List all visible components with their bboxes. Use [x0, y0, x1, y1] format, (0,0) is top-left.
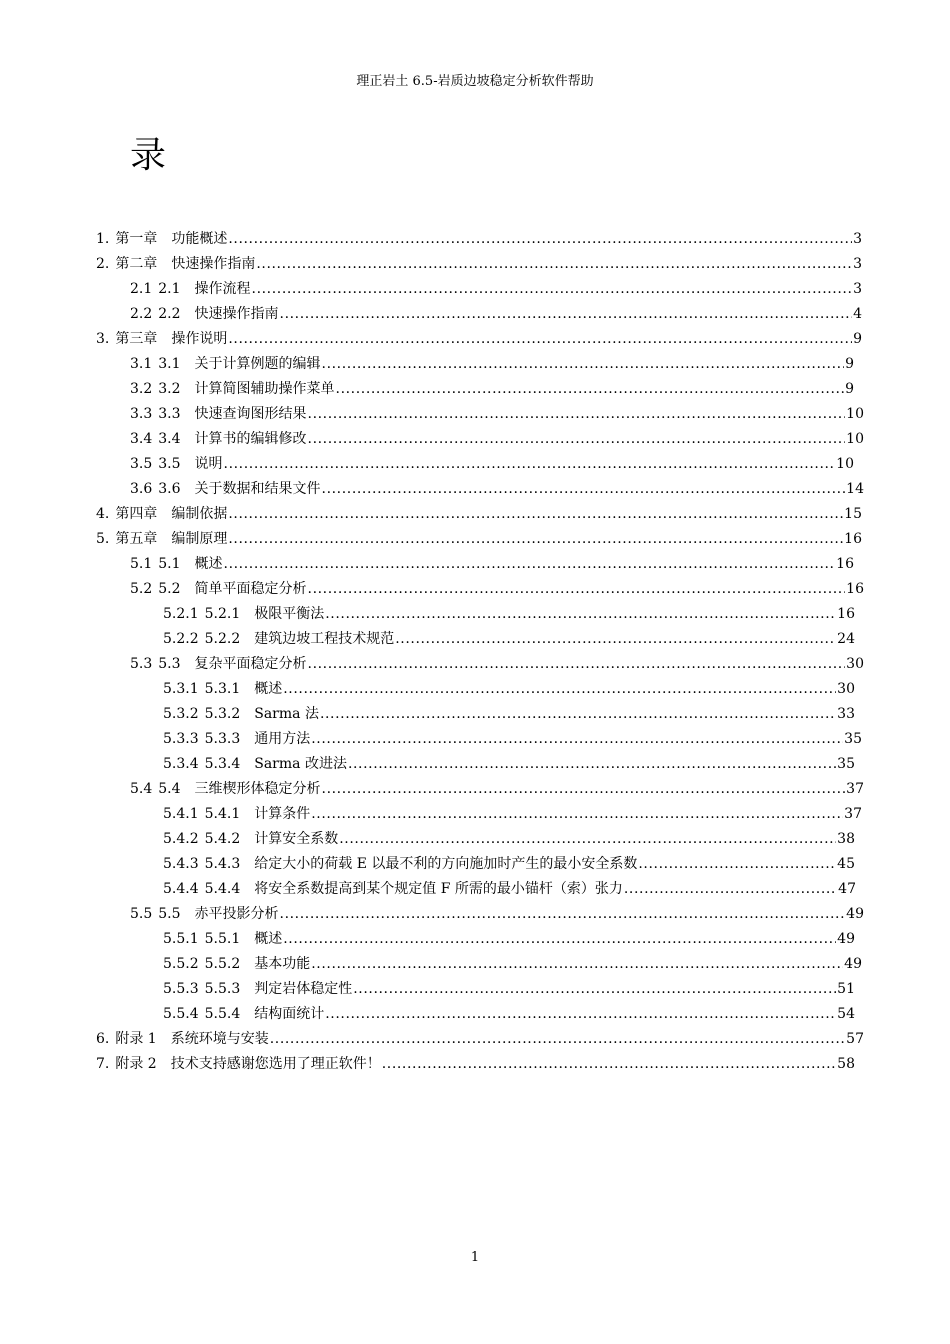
toc-entry-page: 3	[853, 281, 862, 297]
toc-entry-text: 5.4.2 计算安全系数	[204, 831, 339, 847]
toc-entry[interactable]	[163, 753, 855, 775]
toc-leader-dots	[256, 253, 852, 275]
toc-entry-page: 57	[846, 1031, 864, 1047]
toc-leader-dots	[280, 903, 846, 925]
toc-entry-number: 3.2	[130, 381, 153, 397]
toc-entry-text: 附录 1 系统环境与安装	[115, 1031, 269, 1047]
toc-entry[interactable]	[163, 978, 855, 1000]
toc-entry-page: 16	[846, 581, 864, 597]
toc-entry-page: 14	[846, 481, 864, 497]
toc-entry-text: 5.5.4 结构面统计	[204, 1006, 325, 1022]
toc-entry-text: 第一章 功能概述	[115, 231, 228, 247]
toc-entry-page: 3	[853, 256, 862, 272]
toc-entry[interactable]	[163, 728, 862, 750]
toc-entry-number: 5.1	[130, 556, 153, 572]
toc-entry-text: 2.1 操作流程	[158, 281, 251, 297]
toc-entry-page: 10	[846, 406, 864, 422]
toc-entry-page: 30	[837, 681, 855, 697]
toc-entry-page: 16	[837, 606, 855, 622]
toc-entry-text: 5.4.1 计算条件	[204, 806, 311, 822]
toc-entry-page: 38	[837, 831, 855, 847]
toc-entry-number: 6.	[96, 1031, 110, 1047]
toc-entry-page: 33	[837, 706, 855, 722]
toc-entry-page: 35	[844, 731, 862, 747]
toc-entry-page: 30	[846, 656, 864, 672]
toc-leader-dots	[228, 528, 843, 550]
toc-entry-text: 2.2 快速操作指南	[158, 306, 279, 322]
toc-leader-dots	[228, 503, 843, 525]
toc-entry-number: 3.6	[130, 481, 153, 497]
toc-leader-dots	[325, 603, 836, 625]
toc-entry[interactable]	[130, 478, 864, 500]
toc-leader-dots	[322, 778, 846, 800]
toc-entry-text: 3.4 计算书的编辑修改	[158, 431, 307, 447]
toc-leader-dots	[308, 428, 846, 450]
toc-entry-number: 2.1	[130, 281, 153, 297]
toc-leader-dots	[325, 1003, 836, 1025]
toc-entry-number: 5.2.2	[163, 631, 199, 647]
toc-entry-number: 5.4.1	[163, 806, 199, 822]
toc-entry[interactable]	[163, 953, 862, 975]
toc-entry-number: 5.4	[130, 781, 153, 797]
toc-entry-number: 5.5.3	[163, 981, 199, 997]
toc-entry-text: 5.3.4 Sarma 改进法	[204, 756, 347, 772]
toc-entry-number: 1.	[96, 231, 110, 247]
toc-entry-text: 3.6 关于数据和结果文件	[158, 481, 321, 497]
toc-leader-dots	[252, 278, 853, 300]
toc-entry-number: 3.1	[130, 356, 153, 372]
toc-entry-page: 37	[844, 806, 862, 822]
toc-entry-text: 5.4.4 将安全系数提高到某个规定值 F 所需的最小锚杆（索）张力	[204, 881, 623, 897]
toc-entry-number: 7.	[96, 1056, 110, 1072]
toc-entry-number: 5.2	[130, 581, 153, 597]
toc-entry-page: 54	[837, 1006, 855, 1022]
toc-entry[interactable]	[163, 928, 855, 950]
toc-entry-page: 3	[853, 231, 862, 247]
toc-leader-dots	[395, 628, 836, 650]
toc-entry[interactable]	[130, 303, 862, 325]
toc-entry-number: 4.	[96, 506, 110, 522]
toc-leader-dots	[322, 478, 846, 500]
toc-leader-dots	[283, 928, 836, 950]
toc-entry-text: 附录 2 技术支持感谢您选用了理正软件！	[115, 1056, 381, 1072]
toc-entry[interactable]	[130, 778, 864, 800]
toc-entry-text: 第五章 编制原理	[115, 531, 228, 547]
toc-entry-text: 5.5.2 基本功能	[204, 956, 311, 972]
toc-entry-text: 5.4 三维楔形体稳定分析	[158, 781, 321, 797]
toc-leader-dots	[228, 228, 852, 250]
toc-entry-text: 第三章 操作说明	[115, 331, 228, 347]
toc-entry-text: 5.3.3 通用方法	[204, 731, 311, 747]
toc-entry[interactable]	[96, 253, 862, 275]
toc-leader-dots	[228, 328, 852, 350]
toc-entry-number: 5.5	[130, 906, 153, 922]
toc-entry-text: 5.1 概述	[158, 556, 223, 572]
toc-leader-dots	[382, 1053, 836, 1075]
toc-entry[interactable]	[96, 1028, 864, 1050]
toc-entry-page: 35	[837, 756, 855, 772]
toc-entry-page: 4	[853, 306, 862, 322]
toc-entry-text: 3.2 计算简图辅助操作菜单	[158, 381, 335, 397]
toc-entry-number: 3.4	[130, 431, 153, 447]
toc-entry-number: 5.5.4	[163, 1006, 199, 1022]
toc-leader-dots	[353, 978, 836, 1000]
toc-entry-text: 5.2.2 建筑边坡工程技术规范	[204, 631, 395, 647]
toc-entry[interactable]	[130, 903, 864, 925]
toc-entry-text: 第二章 快速操作指南	[115, 256, 256, 272]
toc-leader-dots	[280, 303, 853, 325]
toc-title: 录	[130, 135, 167, 176]
toc-entry-number: 5.4.4	[163, 881, 199, 897]
toc-entry[interactable]	[130, 403, 864, 425]
toc-entry-page: 16	[836, 556, 854, 572]
toc-leader-dots	[224, 453, 836, 475]
toc-leader-dots	[308, 403, 846, 425]
toc-entry[interactable]	[163, 703, 855, 725]
toc-entry-page: 9	[845, 381, 854, 397]
toc-entry[interactable]	[163, 803, 862, 825]
toc-entry[interactable]	[130, 378, 854, 400]
toc-entry-number: 5.3.1	[163, 681, 199, 697]
toc-entry-text: 5.5 赤平投影分析	[158, 906, 279, 922]
toc-entry-page: 47	[838, 881, 856, 897]
toc-leader-dots	[311, 803, 843, 825]
toc-entry-text: 第四章 编制依据	[115, 506, 228, 522]
toc-leader-dots	[320, 703, 836, 725]
toc-entry[interactable]	[163, 603, 855, 625]
toc-entry-number: 2.2	[130, 306, 153, 322]
toc-leader-dots	[308, 578, 846, 600]
toc-entry-page: 49	[846, 906, 864, 922]
toc-entry-page: 37	[846, 781, 864, 797]
toc-entry-text: 5.2.1 极限平衡法	[204, 606, 325, 622]
toc-entry-number: 5.2.1	[163, 606, 199, 622]
toc-leader-dots	[308, 653, 846, 675]
toc-entry-text: 5.2 简单平面稳定分析	[158, 581, 307, 597]
toc-entry[interactable]	[130, 353, 854, 375]
toc-entry[interactable]	[130, 453, 854, 475]
toc-entry[interactable]	[96, 228, 862, 250]
toc-leader-dots	[283, 678, 836, 700]
toc-entry[interactable]	[163, 828, 855, 850]
toc-entry[interactable]	[130, 653, 864, 675]
toc-entry-page: 49	[844, 956, 862, 972]
toc-entry-number: 5.5.1	[163, 931, 199, 947]
toc-leader-dots	[348, 753, 836, 775]
toc-entry-number: 3.	[96, 331, 110, 347]
toc-entry-number: 5.3.2	[163, 706, 199, 722]
toc-entry-page: 51	[837, 981, 855, 997]
toc-entry-page: 45	[837, 856, 855, 872]
toc-entry-text: 5.3.1 概述	[204, 681, 283, 697]
toc-leader-dots	[624, 878, 837, 900]
toc-entry-text: 5.4.3 给定大小的荷载 E 以最不利的方向施加时产生的最小安全系数	[204, 856, 638, 872]
toc-leader-dots	[224, 553, 836, 575]
toc-entry-text: 5.5.1 概述	[204, 931, 283, 947]
toc-entry-text: 3.3 快速查询图形结果	[158, 406, 307, 422]
toc-entry-page: 15	[844, 506, 862, 522]
page-number: 1	[470, 1250, 480, 1265]
toc-entry-page: 9	[845, 356, 854, 372]
toc-entry-number: 5.4.2	[163, 831, 199, 847]
toc-entry[interactable]	[96, 1053, 855, 1075]
toc-entry-page: 58	[837, 1056, 855, 1072]
toc-entry[interactable]	[163, 1003, 855, 1025]
toc-entry-page: 9	[853, 331, 862, 347]
toc-entry[interactable]	[130, 278, 862, 300]
toc-entry[interactable]	[130, 553, 854, 575]
toc-entry[interactable]	[96, 503, 862, 525]
toc-entry-number: 5.5.2	[163, 956, 199, 972]
toc-entry[interactable]	[96, 528, 862, 550]
toc-entry-text: 5.5.3 判定岩体稳定性	[204, 981, 353, 997]
toc-leader-dots	[322, 353, 845, 375]
toc-entry-text: 5.3.2 Sarma 法	[204, 706, 319, 722]
toc-leader-dots	[270, 1028, 845, 1050]
toc-entry[interactable]	[130, 428, 864, 450]
toc-entry-number: 5.3.3	[163, 731, 199, 747]
toc-entry-number: 3.5	[130, 456, 153, 472]
toc-entry-number: 5.	[96, 531, 110, 547]
toc-entry-page: 10	[846, 431, 864, 447]
toc-entry-number: 3.3	[130, 406, 153, 422]
toc-entry-page: 49	[837, 931, 855, 947]
toc-leader-dots	[311, 953, 843, 975]
toc-entry-text: 5.3 复杂平面稳定分析	[158, 656, 307, 672]
toc-entry[interactable]	[163, 678, 855, 700]
toc-entry-page: 24	[837, 631, 855, 647]
toc-entry-number: 5.3.4	[163, 756, 199, 772]
toc-entry[interactable]	[163, 878, 856, 900]
toc-leader-dots	[638, 853, 836, 875]
toc-entry[interactable]	[130, 578, 864, 600]
toc-entry-page: 10	[836, 456, 854, 472]
toc-entry-text: 3.1 关于计算例题的编辑	[158, 356, 321, 372]
toc-leader-dots	[311, 728, 843, 750]
toc-entry-text: 3.5 说明	[158, 456, 223, 472]
toc-leader-dots	[339, 828, 836, 850]
toc-entry[interactable]	[96, 328, 862, 350]
toc-entry[interactable]	[163, 853, 855, 875]
toc-leader-dots	[336, 378, 845, 400]
toc-entry-page: 16	[844, 531, 862, 547]
toc-entry[interactable]	[163, 628, 855, 650]
toc-entry-number: 5.3	[130, 656, 153, 672]
page-header: 理正岩土 6.5-岩质边坡稳定分析软件帮助	[356, 74, 594, 89]
toc-entry-number: 5.4.3	[163, 856, 199, 872]
toc-entry-number: 2.	[96, 256, 110, 272]
